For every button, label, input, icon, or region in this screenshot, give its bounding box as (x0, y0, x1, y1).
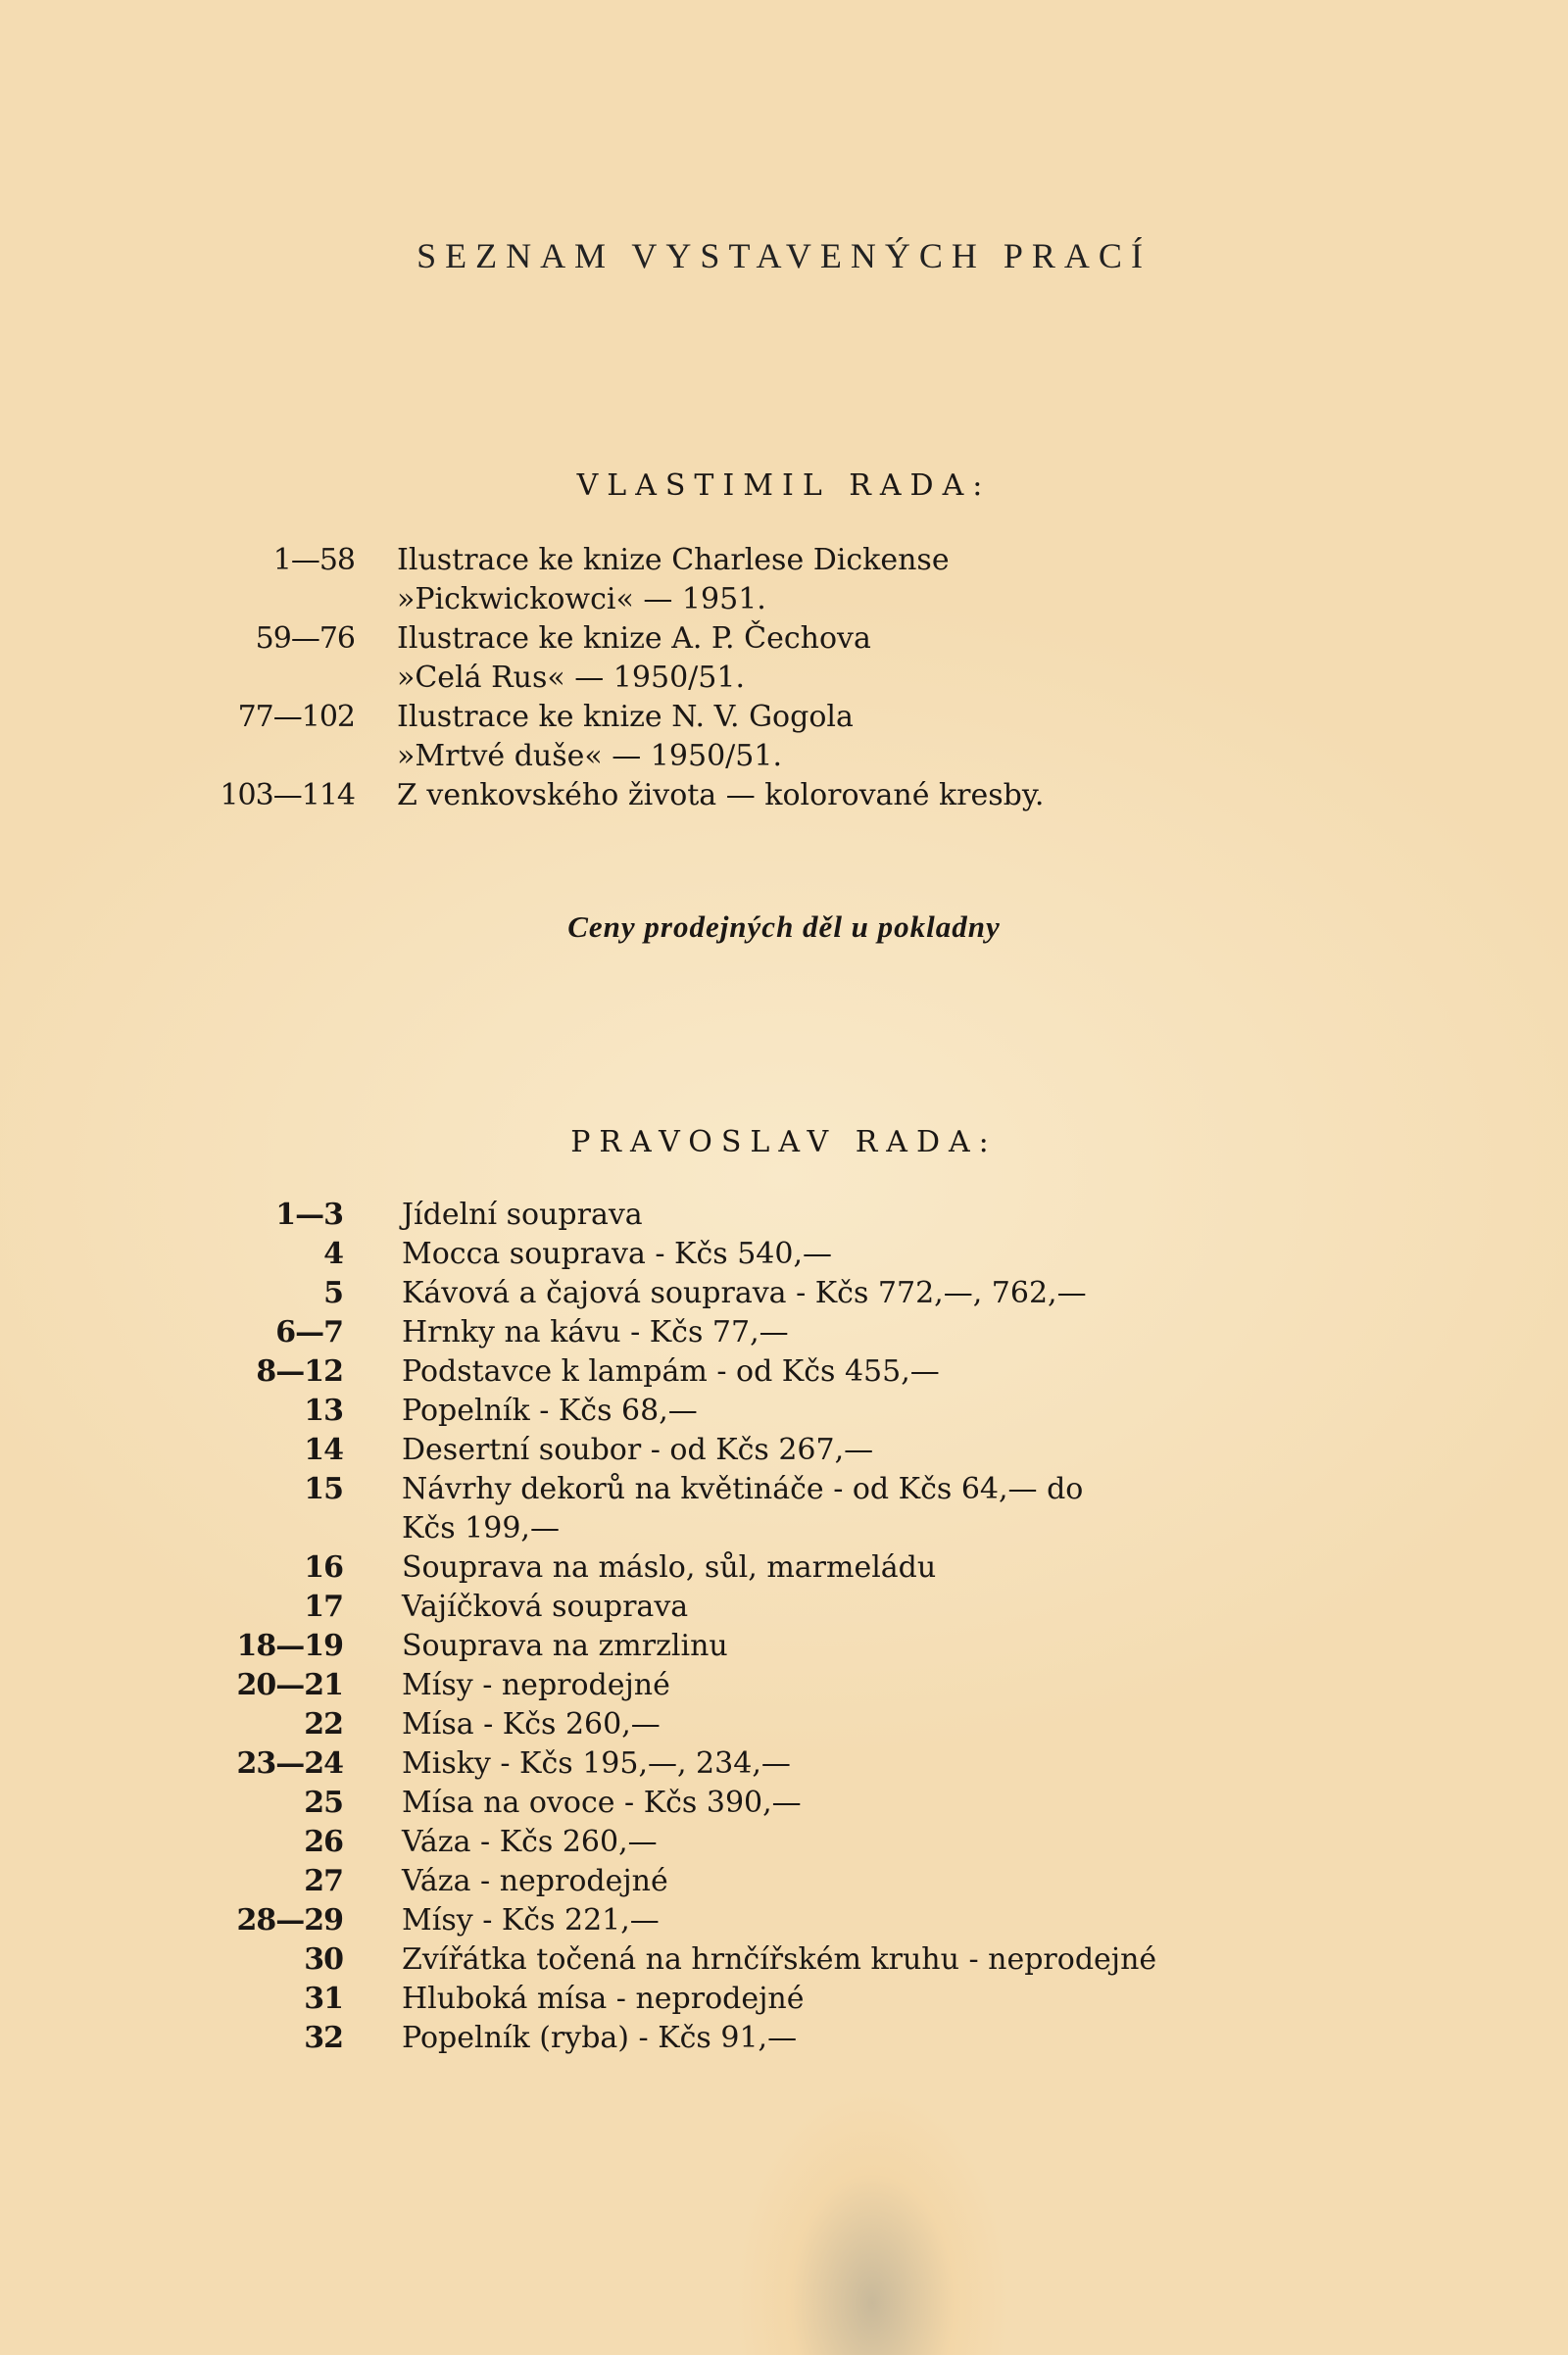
entry-text: Hluboká mísa - neprodejné (402, 1982, 805, 2016)
entry-number: 28—29 (236, 1903, 343, 1938)
entry-text: Z venkovského života — kolorované kresby. (397, 778, 1045, 812)
entry-number: 15 (304, 1472, 343, 1506)
list-item (0, 1431, 1568, 1470)
entry-number: 22 (304, 1707, 343, 1742)
entry-text: Jídelní souprava (402, 1198, 643, 1232)
list-item (0, 1313, 1568, 1352)
entry-text: Desertní soubor - od Kčs 267,— (402, 1433, 874, 1467)
section-heading-pravoslav: PRAVOSLAV RADA: (570, 1125, 998, 1159)
entry-number: 27 (304, 1864, 343, 1898)
entry-text: Popelník (ryba) - Kčs 91,— (402, 2021, 798, 2055)
entry-text: Souprava na zmrzlinu (402, 1629, 728, 1663)
list-item (0, 1705, 1568, 1744)
entry-number: 23—24 (236, 1746, 343, 1781)
entry-number: 1—58 (272, 543, 355, 577)
entry-text: Kčs 199,— (402, 1511, 560, 1545)
entry-text: »Celá Rus« — 1950/51. (397, 661, 745, 695)
entry-number: 8—12 (256, 1354, 343, 1389)
entry-number: 20—21 (236, 1668, 343, 1702)
entry-text: Mísa na ovoce - Kčs 390,— (402, 1786, 802, 1820)
entry-text: Vajíčková souprava (402, 1590, 689, 1624)
entry-number: 5 (323, 1276, 343, 1310)
list-item (0, 1352, 1568, 1392)
entry-number: 25 (304, 1786, 343, 1820)
list-item (0, 737, 1568, 776)
entry-text: »Pickwickowci« — 1951. (397, 582, 766, 616)
list-item (0, 1784, 1568, 1823)
entry-number: 13 (304, 1394, 343, 1428)
list-item (0, 1235, 1568, 1274)
list-item (0, 1470, 1568, 1509)
entry-text: Váza - Kčs 260,— (402, 1825, 658, 1859)
entry-number: 4 (323, 1237, 343, 1271)
list-item (0, 1744, 1568, 1784)
entry-number: 1—3 (275, 1198, 343, 1232)
entry-number: 16 (304, 1550, 343, 1585)
entry-text: »Mrtvé duše« — 1950/51. (397, 739, 782, 773)
list-item (0, 1509, 1568, 1548)
entry-text: Podstavce k lampám - od Kčs 455,— (402, 1354, 940, 1389)
section-heading-vlastimil: VLASTIMIL RADA: (576, 468, 992, 503)
entry-number: 103—114 (220, 778, 355, 812)
entry-text: Mocca souprava - Kčs 540,— (402, 1237, 832, 1271)
vlastimil-entry-list (0, 541, 1568, 815)
entry-number: 31 (304, 1982, 343, 2016)
pravoslav-entry-list (0, 1196, 1568, 2058)
entry-number: 59—76 (255, 621, 355, 656)
list-item (0, 541, 1568, 580)
list-item (0, 1666, 1568, 1705)
entry-number: 77—102 (237, 700, 355, 734)
entry-number: 17 (304, 1590, 343, 1624)
entry-text: Váza - neprodejné (402, 1864, 668, 1898)
list-item (0, 1823, 1568, 1862)
list-item (0, 659, 1568, 698)
entry-text: Mísy - Kčs 221,— (402, 1903, 660, 1938)
entry-number: 6—7 (275, 1315, 343, 1349)
list-item (0, 1940, 1568, 1980)
list-item (0, 1862, 1568, 1901)
list-item (0, 1392, 1568, 1431)
entry-text: Zvířátka točená na hrnčířském kruhu - neprodejné (402, 1942, 1157, 1977)
price-note: Ceny prodejných děl u pokladny (567, 909, 1001, 944)
page-title: SEZNAM VYSTAVENÝCH PRACÍ (416, 236, 1152, 275)
entry-number: 14 (304, 1433, 343, 1467)
list-item (0, 580, 1568, 619)
list-item (0, 1901, 1568, 1940)
entry-text: Ilustrace ke knize Charlese Dickense (397, 543, 950, 577)
entry-text: Návrhy dekorů na květináče - od Kčs 64,— do (402, 1472, 1084, 1506)
list-item (0, 2019, 1568, 2058)
entry-number: 18—19 (236, 1629, 343, 1663)
list-item (0, 1196, 1568, 1235)
list-item (0, 776, 1568, 815)
list-item (0, 1588, 1568, 1627)
entry-text: Souprava na máslo, sůl, marmeládu (402, 1550, 937, 1585)
list-item (0, 619, 1568, 659)
entry-text: Mísy - neprodejné (402, 1668, 670, 1702)
entry-text: Mísa - Kčs 260,— (402, 1707, 661, 1742)
list-item (0, 1274, 1568, 1313)
entry-text: Ilustrace ke knize A. P. Čechova (397, 621, 871, 656)
entry-number: 30 (304, 1942, 343, 1977)
list-item (0, 1627, 1568, 1666)
entry-text: Hrnky na kávu - Kčs 77,— (402, 1315, 789, 1349)
entry-text: Kávová a čajová souprava - Kčs 772,—, 762,— (402, 1276, 1087, 1310)
entry-text: Misky - Kčs 195,—, 234,— (402, 1746, 791, 1781)
list-item (0, 1980, 1568, 2019)
list-item (0, 698, 1568, 737)
entry-text: Popelník - Kčs 68,— (402, 1394, 698, 1428)
entry-text: Ilustrace ke knize N. V. Gogola (397, 700, 854, 734)
entry-number: 26 (304, 1825, 343, 1859)
list-item (0, 1548, 1568, 1588)
entry-number: 32 (304, 2021, 343, 2055)
